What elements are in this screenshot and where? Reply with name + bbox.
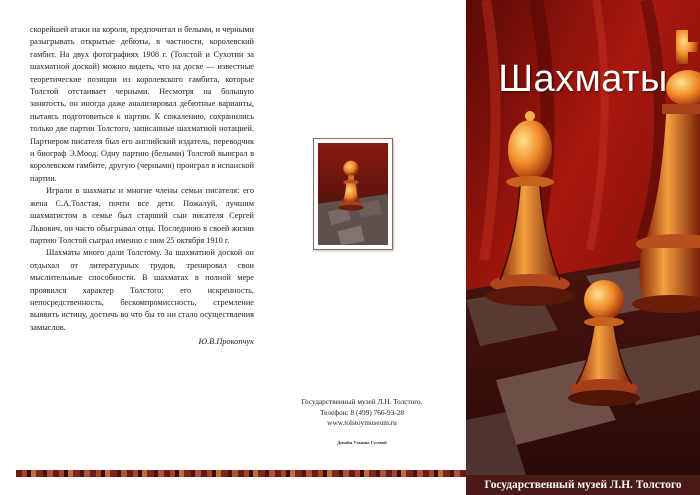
cover-footer-museum: Государственный музей Л.Н. Толстого bbox=[466, 475, 700, 495]
article-paragraph-2: Играли в шахматы и многие члены семьи писателя: его жена С.А.Толстая, почти все дети. Пожалуй, лучшим шахматистом в семье был старший сын писателя Сергей Львович, он часто обыгрывал отца. Последнюю в своей жизни партию Толстой сыграл именно с ним 25 октября 1910 г. bbox=[30, 186, 254, 245]
decorative-stripe bbox=[16, 470, 466, 477]
cover-panel bbox=[466, 0, 700, 495]
author-signature: Ю.В.Прокопчук bbox=[198, 337, 254, 347]
article-paragraph-1: скорейшей атаки на короля, предпочитал и белыми, и черными разыгрывать открытые дебюты, в частности, королевский гамбит. На двух фотографиях 1908 г. (Толстой и Сухотин за шахматной доской) можно видеть, что на доске — известные теоретические позиции из королевского гамбита, которые Толстой отстаивает черными. Несмотря на большую занятость, он иногда даже анализировал дебютные варианты, пытаясь подготовиться к партии. К сожалению, сохранились только две партии Толстого, записанные шахматной нотацией. Партнером писателя был его английский издатель, переводчик и биограф Э.Моод. Одну партию (белыми) Толстой выиграл в королевском гамбите, другую (черными) проиграл в испанской партии. bbox=[30, 25, 254, 183]
pawn-photo-image bbox=[318, 143, 388, 245]
article-text-column bbox=[30, 24, 254, 349]
museum-phone-line: Телефон: 8 (499) 766-93-28 bbox=[319, 407, 405, 417]
middle-panel bbox=[258, 0, 466, 470]
museum-name-line: Государственный музей Л.Н. Толстого. bbox=[301, 397, 423, 406]
museum-contacts bbox=[268, 397, 456, 429]
article-paragraph-3: Шахматы много дали Толстому. За шахматной доской он отдыхал от литературных трудов, тренировал свои мыслительные способности. В шахматах в полной мере проявился характер Толстого: его искренность, непосредственность, бескомпромиссность, стремление выявить истину, достичь во что бы то ни стало осуществления замыслов. bbox=[30, 248, 254, 332]
cover-title: Шахматы bbox=[498, 58, 668, 100]
pawn-photo-thumbnail bbox=[313, 138, 393, 250]
design-credit: Дизайн Ульяны Гусевой bbox=[337, 440, 387, 445]
museum-website-link[interactable]: www.tolstoymuseum.ru bbox=[327, 418, 397, 427]
